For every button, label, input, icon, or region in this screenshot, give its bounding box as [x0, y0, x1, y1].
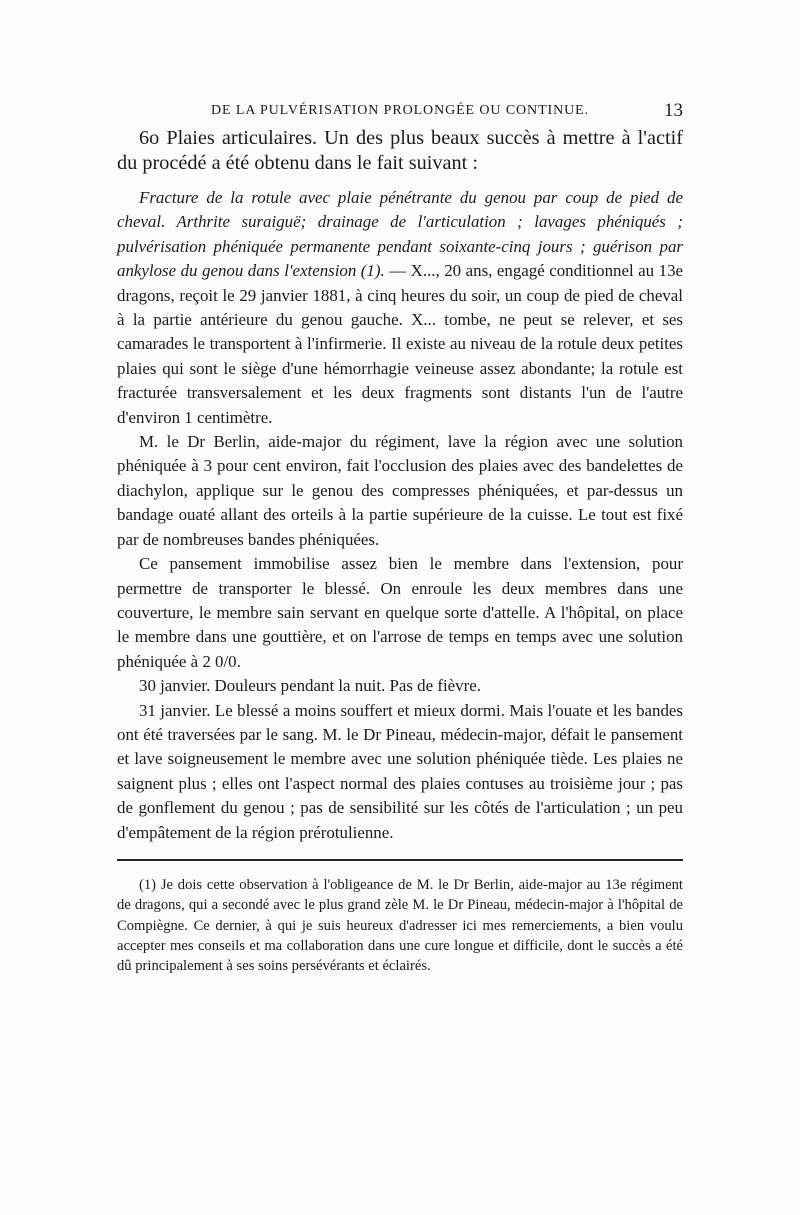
page-number: 13 — [664, 100, 683, 121]
intro-paragraph: 6o Plaies articulaires. Un des plus beaux succès à mettre à l'actif du procédé a été obtenu dans le fait suivant : — [117, 127, 683, 174]
footnote: (1) Je dois cette observation à l'obligeance de M. le Dr Berlin, aide-major au 13e régiment de dragons, qui a secondé avec le plus grand zèle M. le Dr Pineau, médecin-major à l'hôpital de Compiègne. Ce dernier, à qui je suis heureux d'adresser ici mes remerciements, a bien voulu accepter mes conseils et ma collaboration dans une cure longue et difficile, dont le succès a été dû principalement à ses soins persévérants et éclairés. — [117, 876, 683, 975]
footnote-divider — [117, 859, 683, 861]
body-paragraph-berlin: M. le Dr Berlin, aide-major du régiment, lave la région avec une solution phéniquée à 3 pour cent environ, fait l'occlusion des plaies avec des bandelettes de diachylon, applique sur le genou des compresses phéniquées, et par-dessus un bandage ouaté allant des orteils à la partie supérieure de la cuisse. Le tout est fixé par de nombreuses bandes phéniquées. — [117, 432, 683, 549]
body-paragraph-31-janvier: 31 janvier. Le blessé a moins souffert et mieux dormi. Mais l'ouate et les bandes ont été traversées par le sang. M. le Dr Pineau, médecin-major, défait le pansement et lave soigneusement le membre avec une solution phéniquée tiède. Les plaies ne saignent plus ; elles ont l'aspect normal des plaies contuses au troisième jour ; pas de gonflement du genou ; pas de sensibilité sur les côtés de l'articulation ; un peu d'empâtement de la région prérotulienne. — [117, 700, 683, 842]
body-paragraph-30-janvier: 30 janvier. Douleurs pendant la nuit. Pas de fièvre. — [139, 676, 481, 696]
book-page — [117, 96, 683, 976]
case-title: Fracture de la rotule avec plaie pénétrante du genou par coup de pied de cheval. Arthrite suraiguë; drainage de l'articulation ; lavages phéniqués ; pulvérisation phéniquée permanente pendant soixante-cinq jours ; guérison par ankylose du genou dans l'extension (1). — [117, 188, 683, 281]
case-text: — X..., 20 ans, engagé conditionnel au 13e dragons, reçoit le 29 janvier 1881, à cinq heures du soir, un coup de pied de cheval à la partie antérieure du genou gauche. X... tombe, ne peut se relever, et ses camarades le transportent à l'infirmerie. Il existe au niveau de la rotule deux petites plaies qui sont le siège d'une hémorrhagie veineuse assez abondante; la rotule est fracturée transversalement et les deux fragments sont distants l'un de l'autre d'environ 1 centimètre. — [117, 261, 684, 427]
case-paragraph — [117, 186, 683, 430]
running-title: DE LA PULVÉRISATION PROLONGÉE OU CONTINUE. — [211, 103, 589, 118]
running-header — [117, 96, 683, 126]
body-paragraph-pansement: Ce pansement immobilise assez bien le membre dans l'extension, pour permettre de transporter le blessé. On enroule les deux membres dans une couverture, le membre sain servant en quelque sorte d'attelle. A l'hôpital, on place le membre dans une gouttière, et on l'arrose de temps en temps avec une solution phéniquée à 2 0/0. — [117, 554, 683, 671]
